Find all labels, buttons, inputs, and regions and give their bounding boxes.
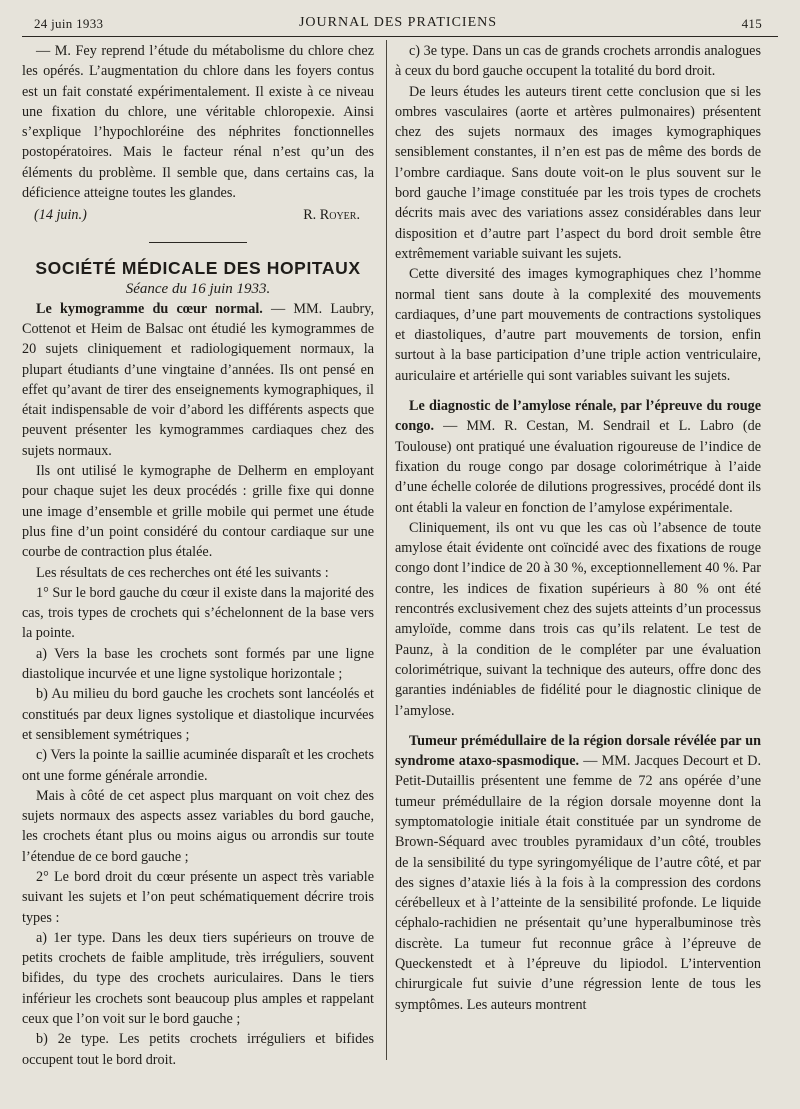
kymogram-method: Ils ont utilisé le kymographe de Delherm en employant pour chaque sujet les deux procédés : grille fixe qui donne une image d’ensemble et grille mobile qui permet une étude plus fine d’un point considéré du contour cardiaque sur une courbe de contraction plus étalée. [22, 463, 374, 561]
kymogram-item-c: c) Vers la pointe la saillie acuminée disparaît et les crochets ont une forme générale arrondie. [22, 747, 374, 784]
kymogram-item-a: a) Vers la base les crochets sont formés par une ligne diastolique incurvée et une ligne systolique horizontale ; [22, 645, 374, 683]
dateline [22, 205, 374, 225]
kymogram-intro-text: — MM. Laubry, Cottenot et Heim de Balsac ont étudié les kymogrammes de 20 sujets cliniquement et radiologiquement normaux, la plupart étudiants d’une vingtaine d’années. Ils ont pensé en effet qu’avant de tirer des enseignements kymographiques, il était indispensable de voir d’abord les différents aspects que peuvent présenter les kymogrammes cardiaques chez des sujets normaux. [22, 300, 374, 459]
session-date: (14 juin.) [34, 207, 87, 224]
society-heading: SOCIÉTÉ MÉDICALE DES HOPITAUX [35, 257, 361, 278]
kymogram-type-1: a) 1er type. Dans les deux tiers supérieurs on trouve de petits crochets de faible amplitude, très irréguliers, souvent bifides, du type des crochets auriculaires. Dans le tiers inférieur les crochets sont beaucoup plus amples et rappelant ceux que l’on voit sur le bord gauche ; [22, 929, 374, 1028]
metabolism-paragraph: — M. Fey reprend l’étude du métabolisme du chlore chez les opérés. L’augmentation du chlore dans les foyers contus est un fait constaté expérimentalement. Il existe à ce niveau une fixation du chlore, une véritable chloropexie. Ainsi s’explique l’hypochloréine des néphrites fonctionnelles postopératoires. Mais le facteur rénal n’est qu’un des éléments du problème. Il semble que, dans certains cas, la déficience atteigne toutes les glandes. [22, 43, 374, 202]
kymogram-diversity: Cette diversité des images kymographiques chez l’homme normal tient sans doute à la complexité des mouvements cardiaques, d’une part mouvements de contractions systoliques et diastoliques, d’autre part mouvements de torsion, enfin surtout à la base participation d’une triple action ventriculaire, auriculaire et artérielle qui sont variables suivant les sujets. [395, 266, 761, 384]
spacer [395, 386, 761, 396]
kymogram-type-3: c) 3e type. Dans un cas de grands crochets arrondis analogues à ceux du bord gauche occupent la totalité du bord droit. [395, 43, 761, 80]
spacer [395, 721, 761, 731]
tumor-title: Tumeur prémédullaire de la région dorsale révélée par un syndrome ataxo-spasmodique. [395, 732, 761, 770]
kymogram-intro [22, 299, 374, 461]
kymogram-item-b: b) Au milieu du bord gauche les crochets sont lancéolés et constitués par deux lignes systolique et diastolique incurvées et sensiblement symétriques ; [22, 686, 374, 743]
running-head [34, 14, 762, 36]
right-column [395, 41, 761, 1015]
amylose-intro-text: — MM. R. Cestan, M. Sendrail et L. Labro (de Toulouse) ont pratiqué une évaluation rigoureuse de l’indice de fixation du rouge congo par dosage colorimétrique à l’aide d’une échelle colorée de dilutions progressives, procédé dont ils ont établi la valeur en fonction de l’amylose expérimentale. [395, 418, 761, 516]
left-column [22, 41, 374, 1070]
section-separator [149, 242, 247, 243]
page-number: 415 [741, 16, 762, 31]
column-rule [386, 40, 387, 1060]
amylose-clinical: Cliniquement, ils ont vu que les cas où l’absence de toute amylose était évidente ont coïncidé avec des fixations de rouge congo dont l’indice de 20 à 30 %, exceptionnellement 40 %. Par contre, les indices de fixation supérieurs à 80 % ont été rencontrés exclusivement chez des sujets atteints d’un processus amyloïde, comme dans trois cas qu’ils relatent. Le test de Paunz, à la condition de le compléter par une évaluation colorimétrique, suivant la technique des auteurs, offre donc des garanties indéniables de fidélité pour le diagnostic clinique de l’amylose. [395, 519, 761, 719]
kymogram-conclusion: De leurs études les auteurs tirent cette conclusion que si les ombres vasculaires (aorte et artères pulmonaires) présentent chez des sujets normaux des images kymographiques sensiblement constantes, il n’en est pas de même des bords de l’ombre cardiaque. Sans doute voit-on le plus souvent sur le bord gauche l’image constituée par les trois types de crochets décrits mais avec des variations assez considérables dans leur disposition et d’autre part l’aspect du bord droit semble être extrêmement variable suivant les sujets. [395, 83, 761, 262]
amylose-title: Le diagnostic de l’amylose rénale, par l’épreuve du rouge congo. [395, 398, 761, 435]
kymogram-variants: Mais à côté de cet aspect plus marquant on voit chez des sujets normaux des aspects assez variables du bord gauche, les crochets étant plus ou moins aigus ou arrondis sur toute l’étendue de ce bord gauche ; [22, 787, 374, 865]
kymogram-left-border: 1° Sur le bord gauche du cœur il existe dans la majorité des cas, trois types de crochets qui s’échelonnent de la base vers la pointe. [22, 584, 374, 642]
tumor-report [395, 731, 761, 1015]
kymogram-title: Le kymogramme du cœur normal. [36, 300, 263, 317]
issue-date: 24 juin 1933 [34, 16, 104, 31]
seance-date: Séance du 16 juin 1933. [125, 280, 271, 297]
header-rule [22, 36, 778, 37]
kymogram-results-lead: Les résultats de ces recherches ont été les suivants : [36, 564, 329, 581]
amylose-intro [395, 396, 761, 518]
journal-title: JOURNAL DES PRATICIENS [298, 15, 498, 30]
author-signature: R. Royer. [303, 207, 360, 224]
kymogram-right-border: 2° Le bord droit du cœur présente un aspect très variable suivant les sujets et l’on peut schématiquement décrire trois types : [22, 868, 374, 926]
kymogram-type-2: b) 2e type. Les petits crochets irréguliers et bifides occupent tout le bord droit. [22, 1031, 374, 1068]
tumor-report-text: — MM. Jacques Decourt et D. Petit-Dutaillis présentent une femme de 72 ans opérée d’une tumeur prémédullaire de la région dorsale moyenne dont la symptomatologie initiale était constituée par un syndrome de Brown-Séquard avec troubles pyramidaux d’un côté, troubles de la sensibilité du type syringomyélique de l’autre côté, et par des signes d’ataxie liés à la fois à la compression des cordons cérébelleux et à l’atteinte de la sensibilité profonde. Le liquide céphalo-rachidien ne présentait qu’une hyperalbuminose très discrète. La tumeur fut reconnue grâce à l’épreuve de Queckenstedt et à l’épreuve du lipiodol. L’intervention chirurgicale fut suivie d’une régression lente de tous les symptômes. Les auteurs montrent [395, 753, 761, 1013]
